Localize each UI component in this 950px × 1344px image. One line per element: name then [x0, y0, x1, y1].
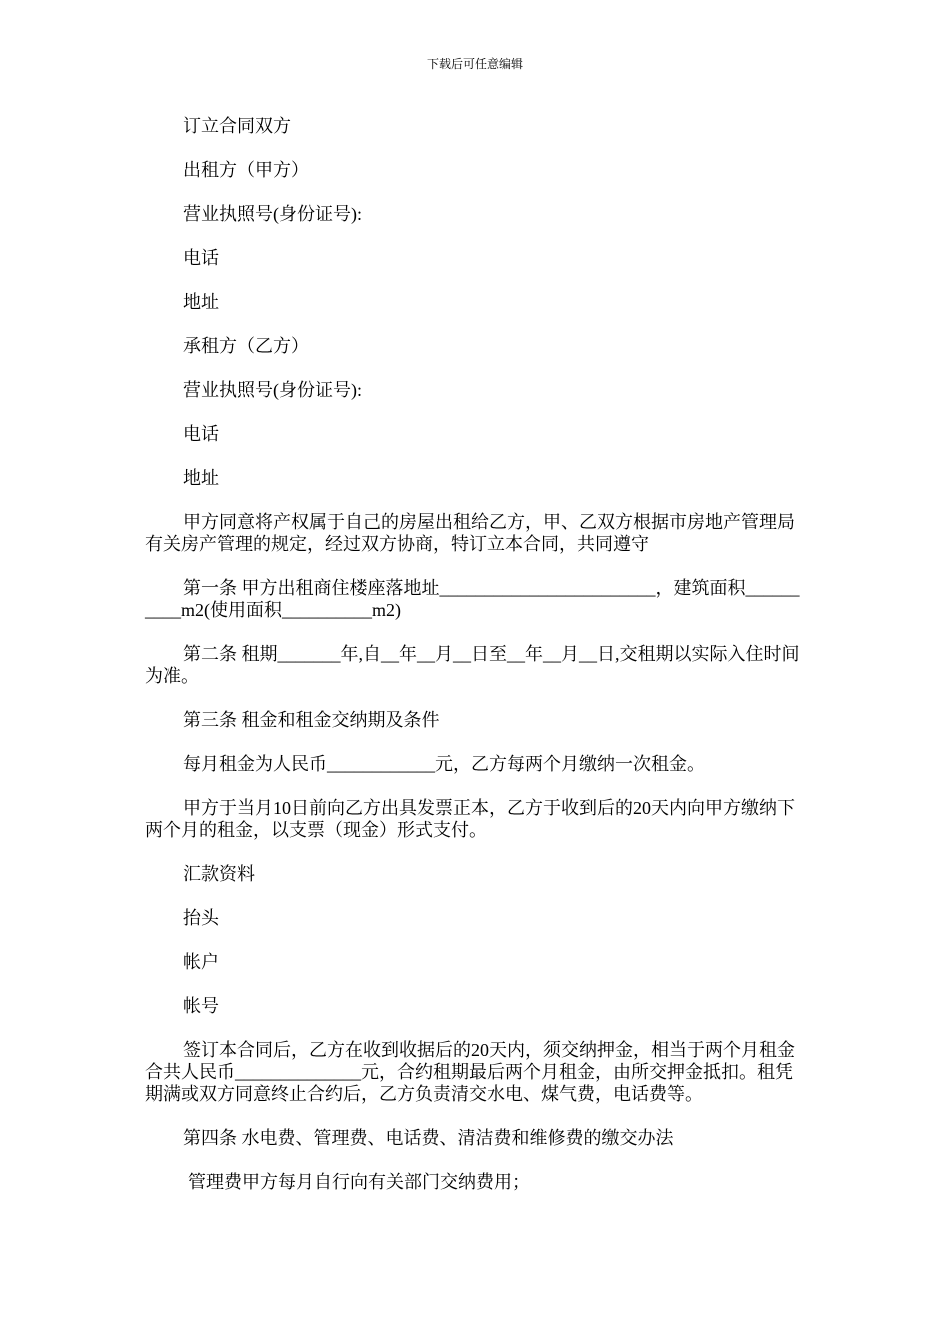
monthly-rent-clause: 每月租金为人民币____________元，乙方每两个月缴纳一次租金。	[183, 754, 705, 774]
account-number-label: 帐号	[183, 996, 219, 1016]
lessor-label: 出租方（甲方）	[183, 160, 309, 180]
lessee-phone-label: 电话	[183, 424, 219, 444]
article-2: 第二条 租期_______年,自__年__月__日至__年__月__日,交租期以实际入住时间为准。	[145, 644, 800, 686]
account-label: 帐户	[183, 952, 219, 972]
remittance-info-label: 汇款资料	[183, 864, 255, 884]
lessor-license-label: 营业执照号(身份证号):	[183, 204, 362, 224]
lessee-address-label: 地址	[183, 468, 219, 488]
payment-clause: 甲方于当月10日前向乙方出具发票正本，乙方于收到后的20天内向甲方缴纳下两个月的租金，以支票（现金）形式支付。	[145, 798, 795, 840]
page-header: 下载后可任意编辑	[426, 57, 523, 71]
lessee-license-label: 营业执照号(身份证号):	[183, 380, 362, 400]
document-body	[145, 115, 805, 1215]
article-4-title: 第四条 水电费、管理费、电话费、清洁费和维修费的缴交办法	[183, 1128, 674, 1148]
article-3-title: 第三条 租金和租金交纳期及条件	[183, 710, 440, 730]
section-title: 订立合同双方	[183, 116, 291, 136]
lessee-label: 承租方（乙方）	[183, 336, 309, 356]
lessor-address-label: 地址	[183, 292, 219, 312]
payee-label: 抬头	[183, 908, 219, 928]
deposit-clause: 签订本合同后，乙方在收到收据后的20天内，须交纳押金，相当于两个月租金合共人民币______________元，合约租期最后两个月租金，由所交押金抵扣。租凭期满或双方同意终止合约后，乙方负责清交水电、煤气费，电话费等。	[145, 1040, 795, 1104]
management-fee-clause: 管理费甲方每月自行向有关部门交纳费用；	[188, 1172, 530, 1192]
agreement-intro: 甲方同意将产权属于自己的房屋出租给乙方，甲、乙双方根据市房地产管理局有关房产管理的规定，经过双方协商，特订立本合同，共同遵守	[145, 512, 795, 554]
lessor-phone-label: 电话	[183, 248, 219, 268]
article-1: 第一条 甲方出租商住楼座落地址________________________，建筑面积__________m2(使用面积__________m2)	[145, 578, 800, 620]
